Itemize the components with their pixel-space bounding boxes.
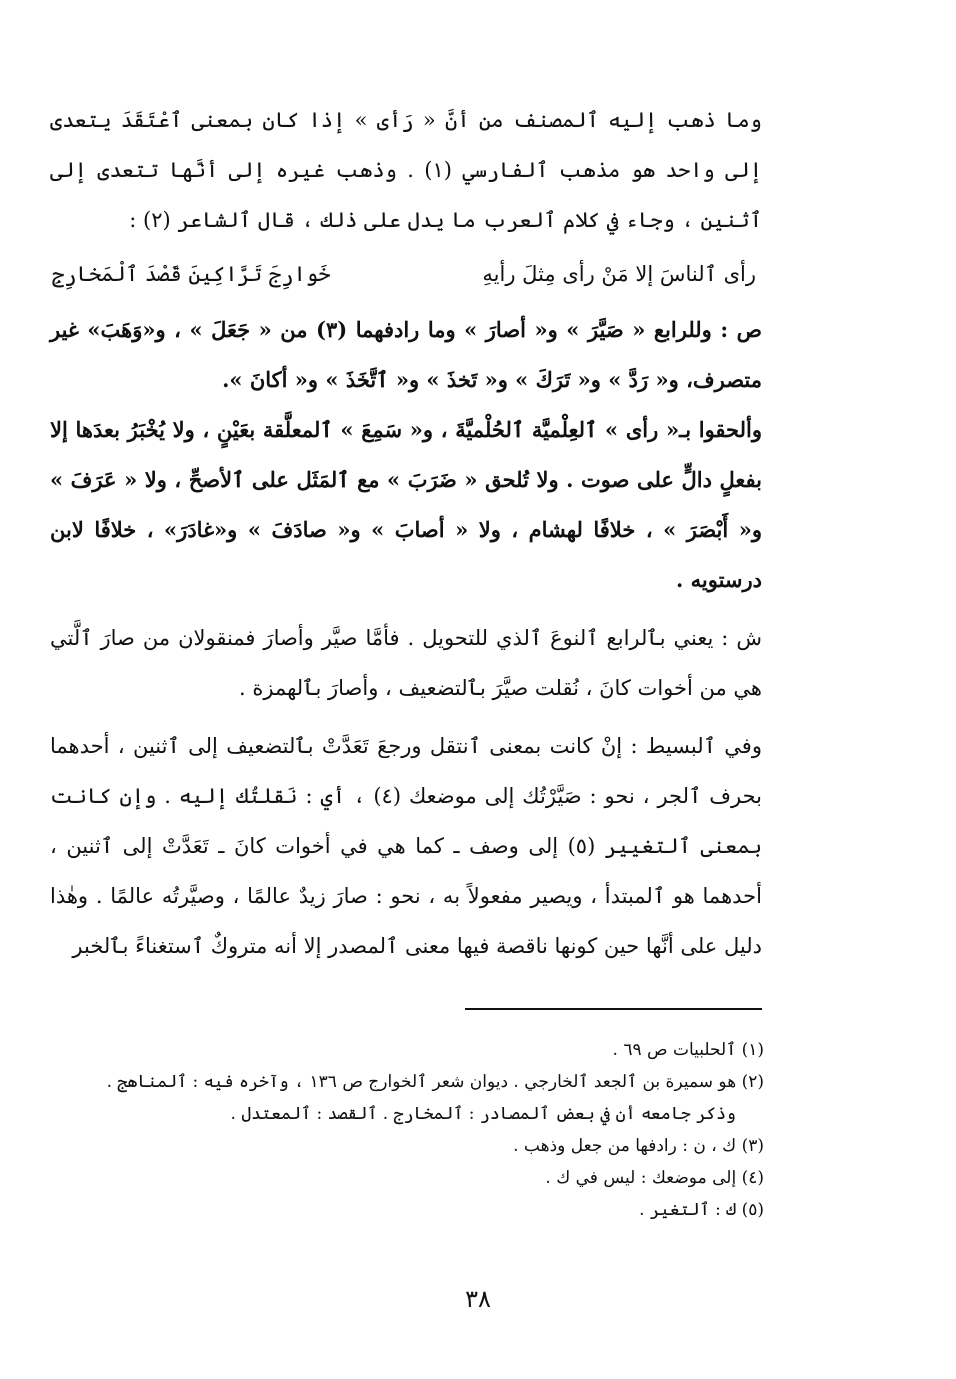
footnote-5: (٥) ك : ٱلتغير . bbox=[639, 1200, 764, 1220]
footnote-3: (٣) ك ، ن : رادفها من جعل وذهب . bbox=[513, 1136, 764, 1156]
footnote-separator bbox=[465, 1008, 762, 1010]
paragraph-sharh-1: ش : يعني بٱلرابع ٱلنوعَ ٱلذي للتحويل . فأمَّا صيَّر وأصارَ فمنقولان من صارَ ٱلَّتي هي من أخوات كانَ ، نُقلت صيَّرَ بٱلتضعيف ، وأصارَ بٱلهمزة . bbox=[50, 626, 762, 700]
poetry-verse bbox=[50, 249, 762, 299]
paragraph-matn-1: ص : وللرابع « صَيَّرَ » و« أصارَ » وما رادفهما (٣) من « جَعَلَ » ، و«وَهَبَ» غير متصرف، و« رَدَّ » و« تَرَكَ » و« تَخذَ » و« ٱتَّخَذَ » و« أكانَ ». bbox=[50, 317, 762, 392]
footnotes bbox=[50, 1034, 764, 1226]
paragraph-sharh-2: وفي ٱلبسيط : إنْ كانت بمعنى ٱنتقل ورجعَ تَعَدَّتْ بٱلتضعيف إلى ٱثنين ، أحدهما بحرف ٱلجر ، نحو : صَيَّرْتُك إلى موضعك (٤) ، أي : نَقلتُك إليه . وإن كانت بمعنى ٱلتغيير (٥) إلى وصف ـ كما هي في أخوات كانَ ـ تَعَدَّتْ إلى ٱثنين ، أحدهما هو ٱلمبتدأ ، ويصير مفعولاً به ، نحو : صارَ زيدٌ عالمًا ، وصيَّرتُه عالمًا . وهٰذا دليل على أنَّها حين كونها ناقصة فيها معنى ٱلمصدر إلا أنه متروكٌ ٱستغناءً بٱلخبر bbox=[50, 734, 763, 958]
main-text bbox=[50, 95, 762, 971]
spacer bbox=[50, 713, 762, 721]
verse-second-hemistich: خَوارِجَ تَرَّاكِينَ قَصْدَ ٱلْمَخارِجِ bbox=[52, 262, 331, 286]
footnote-1: (١) ٱلحلبيات ص ٦٩ . bbox=[612, 1040, 764, 1060]
paragraph-matn-2: وألحقوا بـ« رأى » ٱلعِلْميَّة ٱلحُلْميَّةَ ، و« سَمِعَ » ٱلمعلَّقة بعَيْنٍ ، ولا يُخْبَرُ بعدَها إلا بفعلٍ دالٍّ على صوت . ولا تُلحق « ضَرَبَ » مع ٱلمَثَل على ٱلأصحِّ ، ولا « عَرَفَ » و« أَبْصَرَ » ، خلافًا لهشام ، ولا « أصابَ » و« صادَفَ » و«غادَرَ» ، خلافًا لابن درستويه . bbox=[50, 417, 762, 592]
verse-first-hemistich: رأى ٱلناسَ إلا مَنْ رأى مِثلَ رأيهِ bbox=[482, 262, 756, 286]
paragraph-1: وما ذهب إليه ٱلمصنف من أنَّ « رَأى » إذا كان بمعنى ٱعْتَقَدَ يتعدى إلى واحد هو مذهب ٱلفارسي (١) . وذهب غيره إلى أنَّها تتعدى إلى ٱثنين ، وجاء في كلام ٱلعرب ما يدل على ذٰلك ، قال ٱلشاعر (٢) : bbox=[50, 108, 762, 232]
page-number: ٣٨ bbox=[465, 1285, 491, 1313]
footnote-2-continued: وذكر جامعه أن في بعض ٱلمصادر : ٱلمخارج . ٱلقصد : ٱلمعتدل . bbox=[230, 1104, 736, 1124]
spacer bbox=[50, 605, 762, 613]
footnote-2: (٢) هو سميرة بن ٱلجعد ٱلخارجي . ديوان شعر ٱلخوارج ص ١٣٦ ، وآخره فيه : ٱلمناهج . bbox=[106, 1072, 764, 1092]
footnote-4: (٤) إلى موضعك : ليس في ك . bbox=[545, 1168, 764, 1188]
